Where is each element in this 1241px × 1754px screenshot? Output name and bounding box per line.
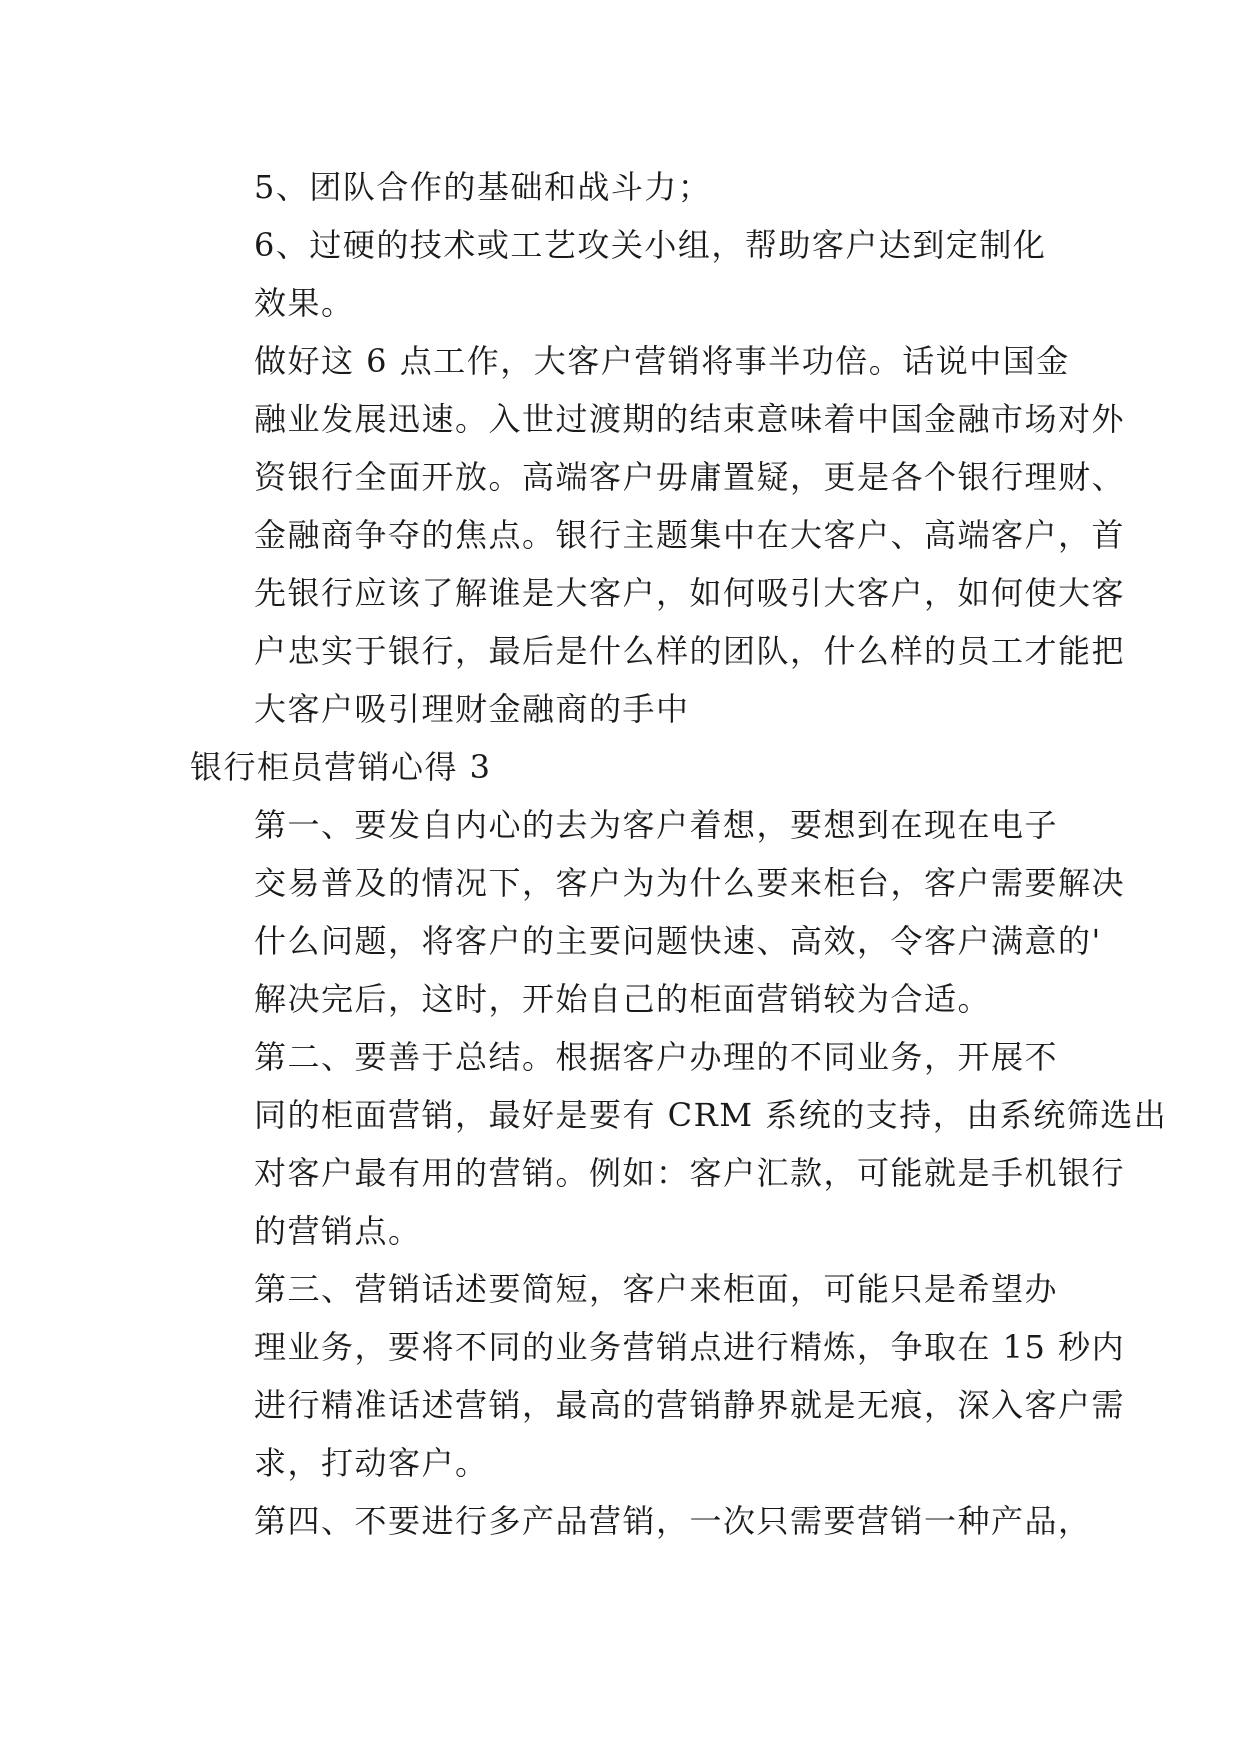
text-line: 银行柜员营销心得 3 (190, 748, 492, 786)
text-line: 第四、不要进行多产品营销，一次只需要营销一种产品， (254, 1502, 1092, 1540)
text-line: 理业务，要将不同的业务营销点进行精炼，争取在 15 秒内 (254, 1328, 1126, 1366)
text-line: 6、过硬的技术或工艺攻关小组，帮助客户达到定制化 (254, 226, 1047, 264)
text-line: 融业发展迅速。入世过渡期的结束意味着中国金融市场对外 (254, 400, 1126, 438)
text-line: 求，打动客户。 (254, 1444, 489, 1482)
text-line: 对客户最有用的营销。例如：客户汇款，可能就是手机银行 (254, 1154, 1126, 1192)
text-line: 交易普及的情况下，客户为为什么要来柜台，客户需要解决 (254, 864, 1126, 902)
text-line: 第二、要善于总结。根据客户办理的不同业务，开展不 (254, 1038, 1059, 1076)
text-line: 什么问题，将客户的主要问题快速、高效，令客户满意的' (254, 922, 1102, 960)
paragraph (190, 796, 1126, 1028)
document-body (190, 158, 1168, 1550)
text-line: 户忠实于银行，最后是什么样的团队，什么样的员工才能把 (254, 632, 1126, 670)
text-line: 大客户吸引理财金融商的手中 (254, 690, 690, 728)
text-line: 先银行应该了解谁是大客户，如何吸引大客户，如何使大客 (254, 574, 1126, 612)
section-heading (190, 738, 1056, 796)
text-line: 第三、营销话述要简短，客户来柜面，可能只是希望办 (254, 1270, 1059, 1308)
paragraph (190, 158, 1056, 216)
text-line: 进行精准话述营销，最高的营销静界就是无痕，深入客户需 (254, 1386, 1126, 1424)
text-line: 做好这 6 点工作，大客户营销将事半功倍。话说中国金 (254, 342, 1070, 380)
text-line: 资银行全面开放。高端客户毋庸置疑，更是各个银行理财、 (254, 458, 1126, 496)
paragraph (190, 1028, 1168, 1260)
text-line: 的营销点。 (254, 1212, 422, 1250)
paragraph (190, 1260, 1126, 1492)
text-line: 同的柜面营销，最好是要有 CRM 系统的支持，由系统筛选出 (254, 1096, 1168, 1134)
text-line: 第一、要发自内心的去为客户着想，要想到在现在电子 (254, 806, 1059, 844)
text-line: 效果。 (254, 284, 355, 322)
paragraph (190, 1492, 1092, 1550)
text-line: 5、团队合作的基础和战斗力； (254, 168, 712, 206)
text-line: 解决完后，这时，开始自己的柜面营销较为合适。 (254, 980, 992, 1018)
paragraph (190, 332, 1126, 738)
text-line: 金融商争夺的焦点。银行主题集中在大客户、高端客户，首 (254, 516, 1126, 554)
paragraph (190, 216, 1056, 332)
